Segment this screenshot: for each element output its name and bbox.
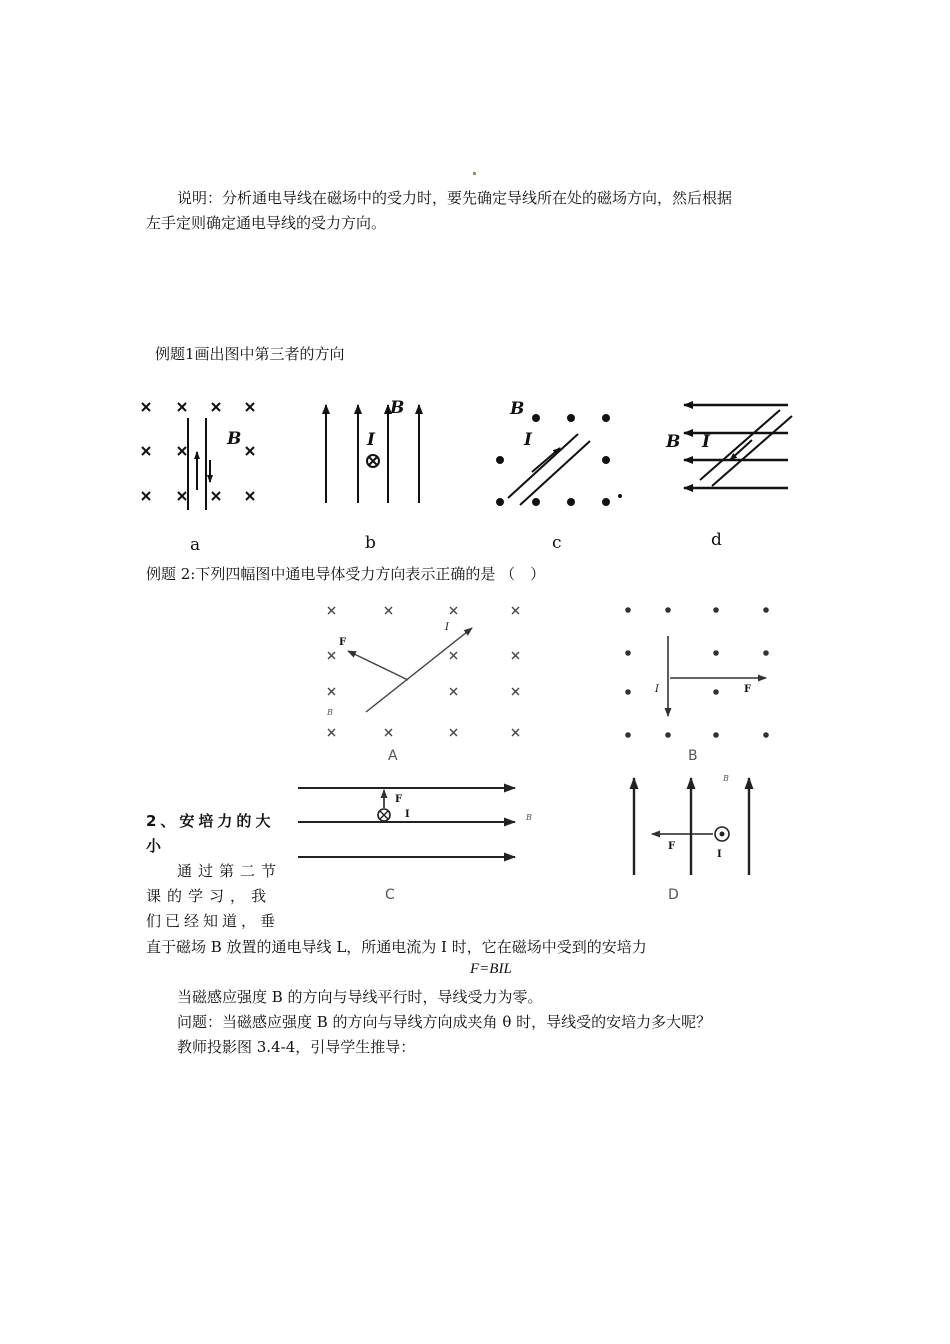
section2-wrap-line2: 课的学习，我: [146, 887, 273, 905]
fig-b-I-label: I: [367, 430, 375, 450]
formula-F-BIL: F=BIL: [470, 961, 512, 977]
caption-A: A: [388, 748, 398, 764]
fig-B-F-label: F: [744, 684, 752, 695]
fig-d-I-label: I: [702, 432, 710, 452]
section2-wrap-line3: 们已经知道，垂: [146, 912, 280, 930]
fig-a-B-label: B: [227, 429, 242, 449]
fig-D-B-label: B: [723, 774, 729, 783]
fig-B-I-label: I: [655, 684, 659, 695]
section2-line7: 教师投影图 3.4-4，引导学生推导：: [177, 1038, 416, 1056]
figure-A: [328, 607, 519, 736]
fig-C-B-label: B: [526, 813, 532, 822]
caption-c: c: [552, 533, 562, 553]
note-line-2: 左手定则确定通电导线的受力方向。: [146, 214, 387, 232]
caption-d: d: [711, 530, 722, 550]
example2-title: 例题 2:下列四幅图中通电导体受力方向表示正确的是 （ ）: [146, 565, 546, 583]
fig-b-B-label: B: [390, 398, 405, 418]
figure-C: [298, 788, 515, 857]
fig-A-I-label: I: [445, 622, 449, 633]
fig-C-I-label: I: [405, 809, 410, 820]
fig-C-F-label: F: [395, 794, 403, 805]
section2-line6: 问题：当磁感应强度 B 的方向与导线方向成夹角 θ 时，导线受的安培力多大呢？: [177, 1013, 712, 1031]
section2-line4: 直于磁场 B 放置的通电导线 L，所通电流为 I 时，它在磁场中受到的安培力: [146, 938, 647, 956]
caption-C: C: [385, 887, 395, 903]
fig-c-B-label: B: [510, 399, 525, 419]
caption-D: D: [668, 887, 679, 903]
section2-line5: 当磁感应强度 B 的方向与导线平行时，导线受力为零。: [177, 988, 543, 1006]
note-line-1: 说明：分析通电导线在磁场中的受力时，要先确定导线所在处的磁场方向，然后根据: [177, 189, 733, 207]
fig-A-B-label: B: [327, 708, 333, 717]
fig-A-F-label: F: [339, 637, 347, 648]
example1-title: 例题1画出图中第三者的方向: [155, 345, 345, 363]
section2-heading-line1: 2、安培力的大: [146, 812, 275, 830]
fig-D-I-label: I: [717, 849, 722, 860]
fig-D-F-label: F: [668, 841, 676, 852]
figure-D: [634, 778, 749, 875]
fig-c-I-label: I: [524, 430, 532, 450]
section2-wrap-line1: 通过第二节: [177, 862, 283, 880]
fig-d-B-label: B: [666, 432, 681, 452]
section2-heading-line2: 小: [146, 837, 162, 855]
caption-b: b: [365, 533, 376, 553]
caption-a: a: [190, 535, 201, 555]
figure-B: [626, 608, 768, 737]
caption-B: B: [688, 748, 698, 764]
